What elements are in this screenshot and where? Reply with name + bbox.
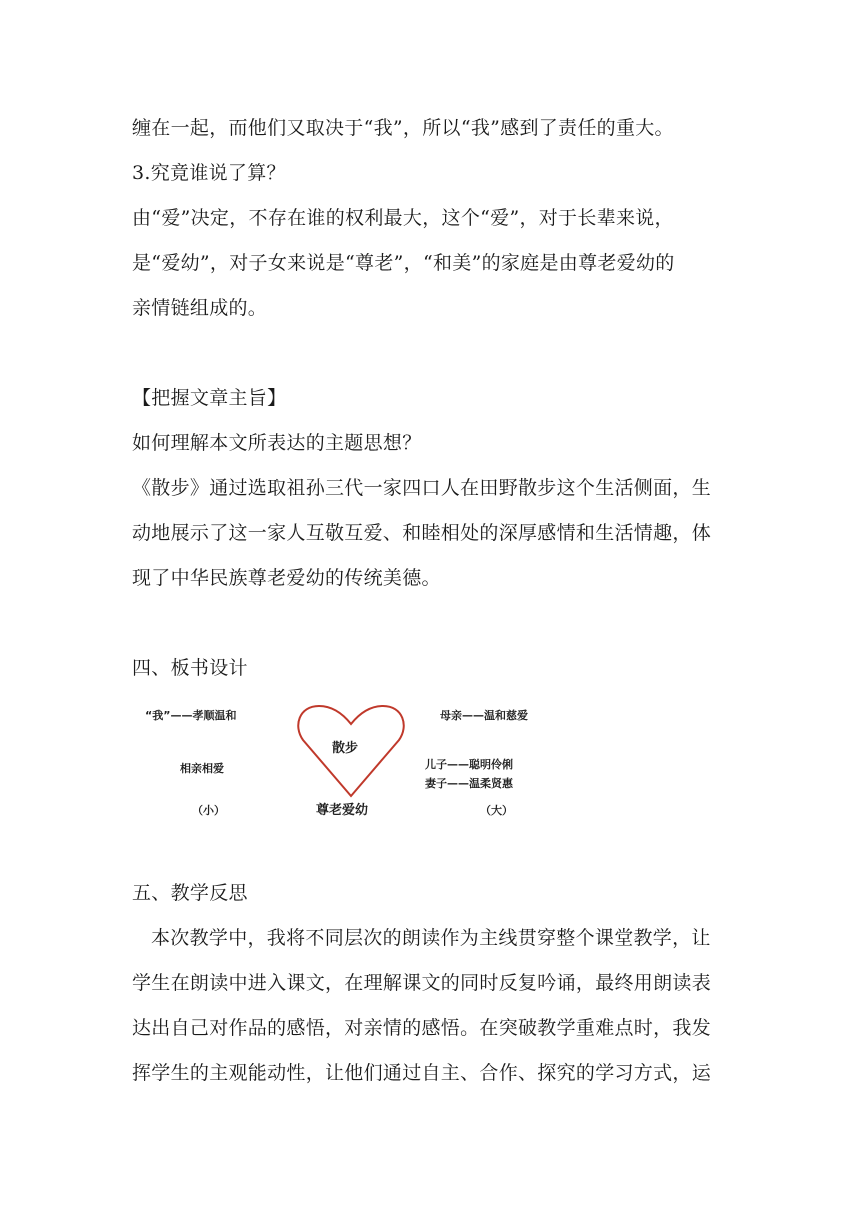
section-heading-board: 四、板书设计 — [132, 657, 248, 679]
paragraph-line: 动地展示了这一家人互敬互爱、和睦相处的深厚感情和生活情趣，体 — [132, 522, 712, 544]
board-right-top: 母亲——温和慈爱 — [440, 709, 528, 722]
paragraph-line: 学生在朗读中进入课文，在理解课文的同时反复吟诵，最终用朗读表 — [132, 972, 712, 994]
paragraph-line: 亲情链组成的。 — [132, 297, 268, 319]
section-heading-reflection: 五、教学反思 — [132, 882, 248, 904]
board-right-bottom: （大） — [480, 804, 513, 817]
paragraph-line: 由“爱”决定，不存在谁的权利最大，这个“爱”，对于长辈来说， — [132, 207, 674, 229]
board-right-mid2: 妻子——温柔贤惠 — [425, 777, 513, 790]
question-3: 3.究竟谁说了算？ — [132, 162, 286, 184]
board-left-top: “我”——孝顺温和 — [145, 709, 237, 722]
board-center-bottom: 尊老爱幼 — [316, 803, 369, 818]
paragraph-line: 《散步》通过选取祖孙三代一家四口人在田野散步这个生活侧面，生 — [132, 477, 712, 499]
paragraph-line: 挥学生的主观能动性，让他们通过自主、合作、探究的学习方式，运 — [132, 1062, 712, 1084]
section-heading-theme: 【把握文章主旨】 — [132, 387, 287, 409]
board-left-mid: 相亲相爱 — [180, 762, 224, 775]
board-right-mid1: 儿子——聪明伶俐 — [425, 758, 513, 771]
paragraph-line: 达出自己对作品的感悟，对亲情的感悟。在突破教学重难点时，我发 — [132, 1017, 712, 1039]
paragraph-line: 现了中华民族尊老爱幼的传统美德。 — [132, 567, 441, 589]
board-left-bottom: （小） — [192, 804, 225, 817]
heart-label: 散步 — [332, 741, 359, 756]
paragraph-line: 是“爱幼”，对子女来说是“尊老”，“和美”的家庭是由尊老爱幼的 — [132, 252, 675, 274]
theme-question: 如何理解本文所表达的主题思想？ — [132, 432, 422, 454]
paragraph-line: 本次教学中，我将不同层次的朗读作为主线贯穿整个课堂教学，让 — [151, 927, 711, 949]
paragraph-line: 缠在一起，而他们又取决于“我”，所以“我”感到了责任的重大。 — [132, 117, 674, 139]
board-design-diagram — [120, 695, 560, 830]
